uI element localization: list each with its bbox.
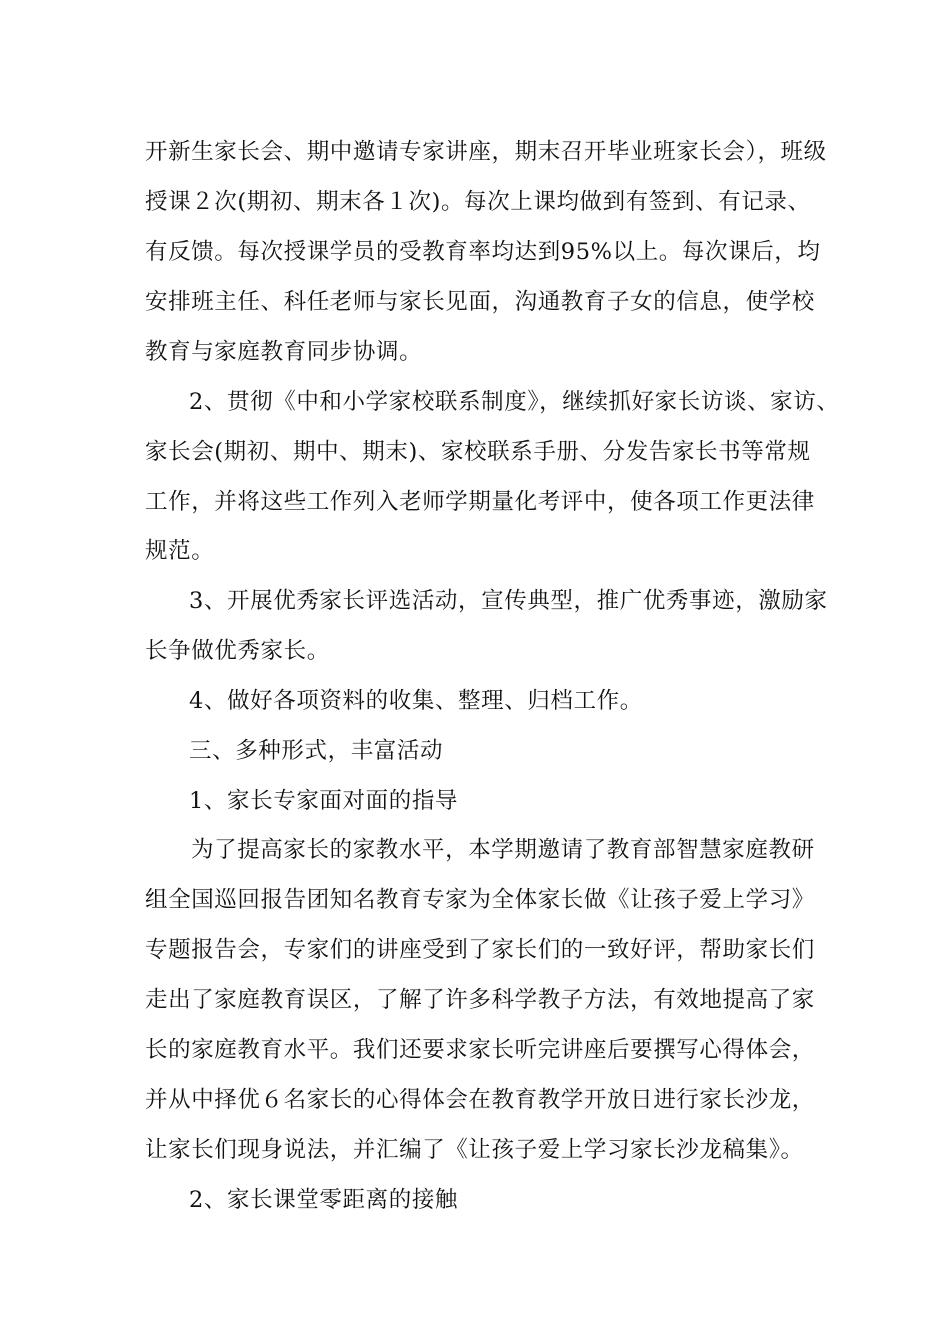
- item-4-line: 4、做好各项资料的收集、整理、归档工作。: [189, 688, 643, 714]
- paragraph-line: 长争做优秀家长。: [145, 638, 330, 664]
- paragraph-line: 授课２次(期初、期末各１次)。每次上课均做到有签到、有记录、: [145, 189, 811, 215]
- paragraph-line: 教育与家庭教育同步协调。: [145, 339, 423, 365]
- paragraph-line: 工作，并将这些工作列入老师学期量化考评中，使各项工作更法律: [145, 489, 815, 515]
- paragraph-line: 有反馈。每次授课学员的受教育率均达到95%以上。每次课后，均: [145, 239, 821, 265]
- paragraph-line: 安排班主任、科任老师与家长见面，沟通教育子女的信息，使学校: [145, 289, 815, 315]
- paragraph-line: 开新生家长会、期中邀请专家讲座，期末召开毕业班家长会），班级: [145, 139, 827, 165]
- paragraph-line: 家长会(期初、期中、期末)、家校联系手册、分发告家长书等常规: [145, 439, 811, 465]
- paragraph-line: 让家长们现身说法，并汇编了《让孩子爱上学习家长沙龙稿集》。: [145, 1137, 804, 1163]
- section-heading: 三、多种形式，丰富活动: [189, 738, 444, 764]
- item-3-line: 3、开展优秀家长评选活动，宣传典型，推广优秀事迹，激励家: [189, 588, 828, 614]
- paragraph-line: 走出了家庭教育误区，了解了许多科学教子方法，有效地提高了家: [145, 987, 815, 1013]
- subsection-heading-1: 1、家长专家面对面的指导: [189, 788, 459, 814]
- paragraph-line: 组全国巡回报告团知名教育专家为全体家长做《让孩子爱上学习》: [145, 887, 815, 913]
- item-2-line: 2、贯彻《中和小学家校联系制度》，继续抓好家长访谈、家访、: [189, 389, 840, 415]
- paragraph-line: 专题报告会，专家们的讲座受到了家长们的一致好评，帮助家长们: [145, 937, 815, 963]
- subsection-heading-2: 2、家长课堂零距离的接触: [189, 1187, 459, 1213]
- paragraph-line: 为了提高家长的家教水平，本学期邀请了教育部智慧家庭教研: [191, 837, 815, 863]
- paragraph-line: 规范。: [145, 538, 215, 564]
- paragraph-line: 长的家庭教育水平。我们还要求家长听完讲座后要撰写心得体会，: [145, 1037, 815, 1063]
- paragraph-line: 并从中择优６名家长的心得体会在教育教学开放日进行家长沙龙，: [145, 1087, 815, 1113]
